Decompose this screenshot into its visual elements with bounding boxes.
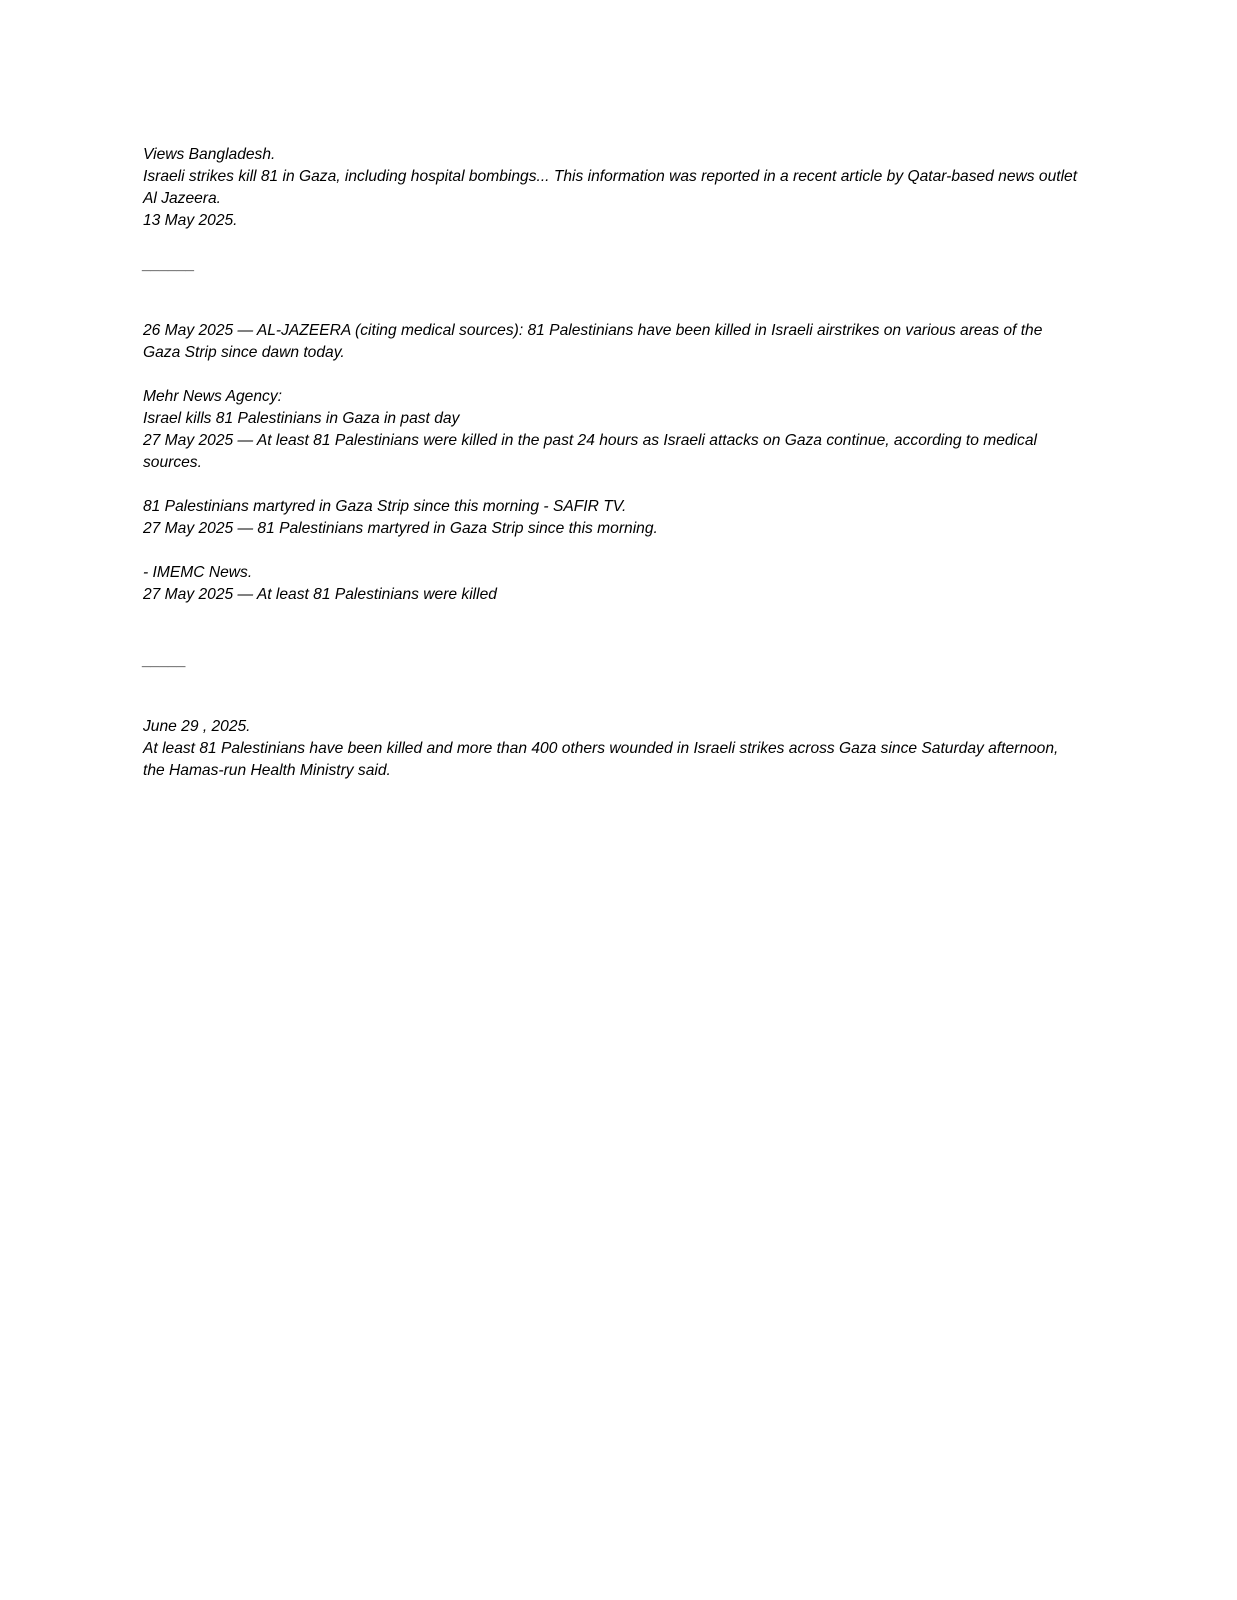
report-text-imemc-news: 27 May 2025 — At least 81 Palestinians were killed — [143, 586, 497, 603]
separator-line — [143, 650, 1083, 672]
document-body — [143, 144, 1083, 782]
spacer — [143, 628, 1083, 650]
report-text-mehr-news: 27 May 2025 — At least 81 Palestinians were killed in the past 24 hours as Israeli attacks on Gaza continue, according to medical sources. — [143, 432, 1037, 471]
headline-safir-tv: 81 Palestinians martyred in Gaza Strip since this morning - SAFIR TV. — [143, 498, 627, 515]
separator-line — [143, 254, 1083, 276]
spacer — [143, 232, 1083, 254]
separator-text: ______ — [143, 256, 196, 273]
spacer — [143, 364, 1083, 386]
spacer — [143, 276, 1083, 298]
separator-text: _____ — [143, 652, 187, 669]
report-date-june: June 29 , 2025. — [143, 718, 251, 735]
report-date-views-bangladesh: 13 May 2025. — [143, 212, 238, 229]
source-views-bangladesh: Views Bangladesh. — [143, 146, 276, 163]
spacer — [143, 540, 1083, 562]
spacer — [143, 606, 1083, 628]
source-imemc-news: - IMEMC News. — [143, 564, 253, 581]
report-text-june: At least 81 Palestinians have been killed and more than 400 others wounded in Israeli strikes across Gaza since Saturday afternoon, the Hamas-run Health Ministry said. — [143, 740, 1059, 779]
spacer — [143, 672, 1083, 694]
spacer — [143, 298, 1083, 320]
headline-mehr-news: Israel kills 81 Palestinians in Gaza in past day — [143, 410, 460, 427]
report-text-safir-tv: 27 May 2025 — 81 Palestinians martyred in Gaza Strip since this morning. — [143, 520, 658, 537]
spacer — [143, 694, 1083, 716]
spacer — [143, 474, 1083, 496]
report-text-al-jazeera: 26 May 2025 — AL-JAZEERA (citing medical sources): 81 Palestinians have been killed in Israeli airstrikes on various areas of the Gaza Strip since dawn today. — [143, 322, 1043, 361]
source-mehr-news: Mehr News Agency: — [143, 388, 282, 405]
report-text-views-bangladesh: Israeli strikes kill 81 in Gaza, including hospital bombings... This information was reported in a recent article by Qatar-based news outlet Al Jazeera. — [143, 168, 1078, 207]
